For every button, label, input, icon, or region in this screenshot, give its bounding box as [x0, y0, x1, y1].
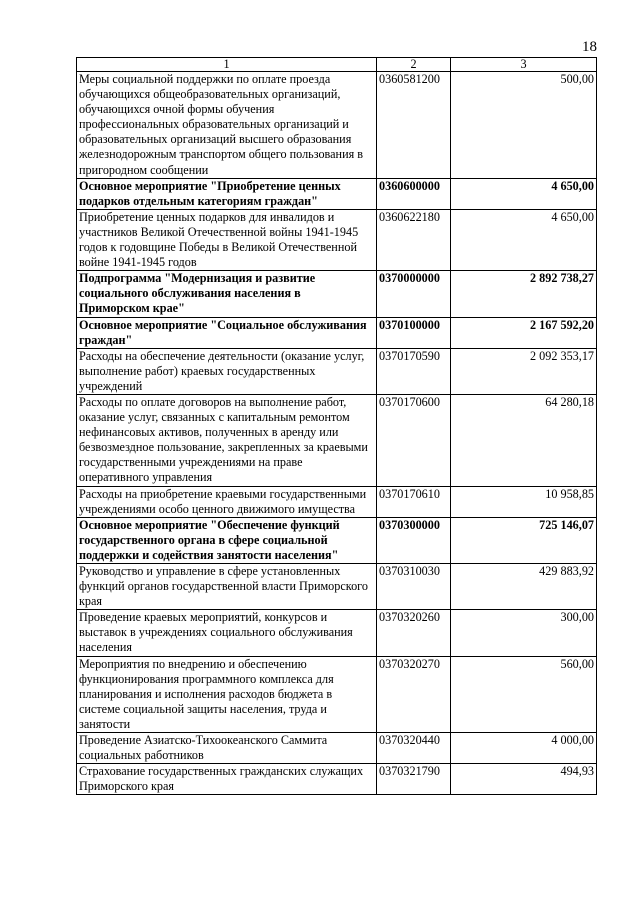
row-code-cell: 0370170590 — [377, 348, 451, 394]
table-row — [77, 317, 597, 348]
table-row — [77, 271, 597, 317]
row-name-cell: Страхование государственных гражданских служащих Приморского края — [77, 764, 377, 795]
table-row — [77, 72, 597, 179]
column-header-sum: 3 — [451, 58, 597, 72]
row-name-cell: Подпрограмма "Модернизация и развитие социального обслуживания населения в Приморском крае" — [77, 271, 377, 317]
row-sum-cell: 500,00 — [451, 72, 597, 179]
row-sum-cell: 4 000,00 — [451, 733, 597, 764]
budget-table — [76, 57, 597, 795]
table-row — [77, 178, 597, 209]
table-row — [77, 394, 597, 486]
row-sum-cell: 4 650,00 — [451, 209, 597, 270]
table-body — [77, 72, 597, 795]
row-name-cell: Основное мероприятие "Обеспечение функций государственного органа в сфере социальной поддержки и содействия занятости населения" — [77, 517, 377, 563]
row-name-cell: Проведение Азиатско-Тихоокеанского Саммита социальных работников — [77, 733, 377, 764]
row-sum-cell: 560,00 — [451, 656, 597, 732]
row-name-cell: Мероприятия по внедрению и обеспечению функционирования программного комплекса для планирования и исполнения расходов бюджета в системе социальной защиты населения, труда и занятости — [77, 656, 377, 732]
table-row — [77, 486, 597, 517]
row-code-cell: 0370000000 — [377, 271, 451, 317]
row-code-cell: 0370170600 — [377, 394, 451, 486]
row-code-cell: 0360581200 — [377, 72, 451, 179]
row-code-cell: 0370320440 — [377, 733, 451, 764]
table-row — [77, 733, 597, 764]
row-name-cell: Расходы по оплате договоров на выполнение работ, оказание услуг, связанных с капитальным ремонтом нефинансовых активов, полученных в аренду или безвозмездное пользование, закрепленных за краевыми государственными учреждениями на праве оперативного управления — [77, 394, 377, 486]
row-sum-cell: 725 146,07 — [451, 517, 597, 563]
row-sum-cell: 4 650,00 — [451, 178, 597, 209]
row-code-cell: 0370300000 — [377, 517, 451, 563]
table-row — [77, 764, 597, 795]
row-code-cell: 0370100000 — [377, 317, 451, 348]
table-row — [77, 517, 597, 563]
table-row — [77, 209, 597, 270]
row-code-cell: 0360622180 — [377, 209, 451, 270]
table-row — [77, 610, 597, 656]
row-code-cell: 0360600000 — [377, 178, 451, 209]
row-name-cell: Приобретение ценных подарков для инвалидов и участников Великой Отечественной войны 1941-1945 годов к годовщине Победы в Великой Отечественной войне 1941-1945 годов — [77, 209, 377, 270]
column-header-code: 2 — [377, 58, 451, 72]
row-sum-cell: 429 883,92 — [451, 564, 597, 610]
row-name-cell: Расходы на обеспечение деятельности (оказание услуг, выполнение работ) краевых государственных учреждений — [77, 348, 377, 394]
row-sum-cell: 64 280,18 — [451, 394, 597, 486]
column-header-name: 1 — [77, 58, 377, 72]
row-code-cell: 0370170610 — [377, 486, 451, 517]
row-sum-cell: 2 892 738,27 — [451, 271, 597, 317]
row-name-cell: Руководство и управление в сфере установленных функций органов государственной власти Приморского края — [77, 564, 377, 610]
row-code-cell: 0370321790 — [377, 764, 451, 795]
row-code-cell: 0370320270 — [377, 656, 451, 732]
row-sum-cell: 494,93 — [451, 764, 597, 795]
row-sum-cell: 10 958,85 — [451, 486, 597, 517]
page-number: 18 — [582, 39, 597, 55]
row-name-cell: Меры социальной поддержки по оплате проезда обучающихся общеобразовательных организаций, обучающихся очной формы обучения профессиональных образовательных организаций и образовательных организаций высшего образования железнодорожным транспортом общего пользования в пригородном сообщении — [77, 72, 377, 179]
row-sum-cell: 2 167 592,20 — [451, 317, 597, 348]
row-name-cell: Основное мероприятие "Приобретение ценных подарков отдельным категориям граждан" — [77, 178, 377, 209]
table-header-row — [77, 58, 597, 72]
table-row — [77, 656, 597, 732]
row-sum-cell: 300,00 — [451, 610, 597, 656]
row-code-cell: 0370320260 — [377, 610, 451, 656]
table-row — [77, 564, 597, 610]
row-name-cell: Основное мероприятие "Социальное обслуживания граждан" — [77, 317, 377, 348]
table-row — [77, 348, 597, 394]
row-name-cell: Проведение краевых мероприятий, конкурсов и выставок в учреждениях социального обслуживания населения — [77, 610, 377, 656]
row-code-cell: 0370310030 — [377, 564, 451, 610]
row-sum-cell: 2 092 353,17 — [451, 348, 597, 394]
row-name-cell: Расходы на приобретение краевыми государственными учреждениями особо ценного движимого имущества — [77, 486, 377, 517]
